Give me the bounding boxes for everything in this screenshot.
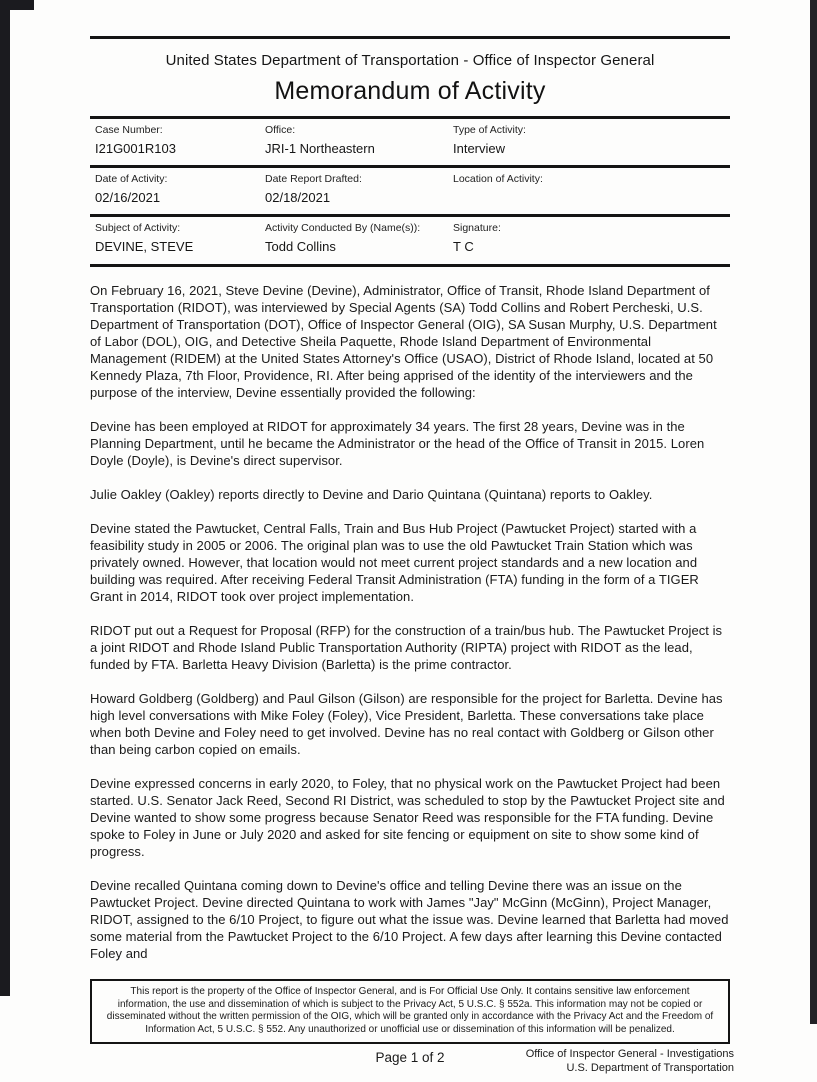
paragraph-3: Julie Oakley (Oakley) reports directly to Devine and Dario Quintana (Quintana) reports to Oakley. — [90, 487, 653, 502]
field-signature — [453, 222, 730, 254]
paragraph-1: On February 16, 2021, Steve Devine (Devine), Administrator, Office of Transit, Rhode Island Department of Transportation (RIDOT), was interviewed by Special Agents (SA) Todd Collins and Robert Percheski, U.S. Department of Transportation (DOT), Office of Inspector General (OIG), SA Susan Murphy, U.S. Department of Labor (DOL), OIG, and Detective Sheila Paquette, Rhode Island Department of Environmental Management (RIDEM) at the United States Attorney's Office (USAO), District of Rhode Island, located at 50 Kennedy Plaza, 7th Floor, Providence, RI. After being apprised of the identity of the interviewers and the purpose of the interview, Devine essentially provided the following: — [90, 283, 717, 400]
field-value: 02/16/2021 — [95, 190, 161, 205]
agency-line: United States Department of Transportation - Office of Inspector General — [165, 52, 655, 69]
field-label: Signature: — [453, 222, 501, 234]
field-label: Type of Activity: — [453, 124, 526, 136]
field-type-of-activity — [453, 124, 730, 156]
field-value: I21G001R103 — [95, 141, 176, 156]
meta-row-1 — [90, 119, 730, 165]
paragraph-4: Devine stated the Pawtucket, Central Falls, Train and Bus Hub Project (Pawtucket Project) started with a feasibility study in 2005 or 2006. The original plan was to use the old Pawtucket Train Station which was privately owned. However, that location would not meet current project standards and a new location and building was required. After receiving Federal Transit Administration (FTA) funding in the form of a TIGER Grant in 2014, RIDOT took over project implementation. — [90, 521, 699, 604]
org-line-2: U.S. Department of Transportation — [566, 1061, 734, 1074]
field-case-number — [95, 124, 265, 156]
field-office — [265, 124, 453, 156]
meta-row-3 — [90, 214, 730, 264]
memo-body — [90, 282, 730, 962]
field-label: Date of Activity: — [95, 173, 168, 185]
page-footer — [90, 1046, 734, 1082]
document-title: Memorandum of Activity — [274, 77, 546, 105]
field-label: Office: — [265, 124, 296, 136]
field-subject-of-activity — [95, 222, 265, 254]
paragraph-5: RIDOT put out a Request for Proposal (RFP) for the construction of a train/bus hub. The Pawtucket Project is a joint RIDOT and Rhode Island Public Transportation Authority (RIPTA) project with RIDOT as the lead, funded by FTA. Barletta Heavy Division (Barletta) is the prime contractor. — [90, 623, 723, 672]
field-activity-conducted-by — [265, 222, 453, 254]
field-value: JRI-1 Northeastern — [265, 141, 375, 156]
org-signature-block — [526, 1048, 734, 1075]
field-value: 02/18/2021 — [265, 190, 331, 205]
scan-edge-top — [0, 0, 34, 10]
paragraph-6: Howard Goldberg (Goldberg) and Paul Gilson (Gilson) are responsible for the project for Barletta. Devine has high level conversations with Mike Foley (Foley), Vice President, Barletta. These conversations take place when both Devine and Foley need to get involved. Devine has no real contact with Goldberg or Gilson other than being carbon copied on emails. — [90, 691, 723, 757]
field-date-report-drafted — [265, 173, 453, 205]
field-value: DEVINE, STEVE — [95, 239, 194, 254]
page-number: Page 1 of 2 — [375, 1050, 445, 1065]
top-rule — [90, 36, 730, 39]
field-label: Case Number: — [95, 124, 163, 136]
paragraph-8: Devine recalled Quintana coming down to Devine's office and telling Devine there was an issue on the Pawtucket Project. Devine directed Quintana to work with James "Jay" McGinn (McGinn), Project Manager, RIDOT, assigned to the 6/10 Project, to figure out what the issue was. Devine learned that Barletta had moved some material from the Pawtucket Project to the 6/10 Project. A few days after learning this Devine contacted Foley and — [90, 878, 729, 961]
case-metadata-table — [90, 116, 730, 267]
meta-row-2 — [90, 165, 730, 214]
paragraph-7: Devine expressed concerns in early 2020, to Foley, that no physical work on the Pawtucket Project had been started. U.S. Senator Jack Reed, Second RI District, was scheduled to stop by the Pawtucket Project site and Devine wanted to show some progress because Senator Reed was responsible for the FTA funding. Devine spoke to Foley in June or July 2020 and asked for site fencing or equipment on site to show some kind of progress. — [90, 776, 725, 859]
scan-edge-right — [810, 0, 817, 1024]
org-line-1: Office of Inspector General - Investigations — [525, 1048, 734, 1060]
official-use-notice: This report is the property of the Office of Inspector General, and is For Official Use Only. It contains sensitive law enforcement information, the use and dissemination of which is subject to the Privacy Act, 5 U.S.C. § 552a. This information may not be copied or disseminated without the written permission of the OIG, which will be granted only in accordance with the Privacy Act and the Freedom of Information Act, 5 U.S.C. § 552. Any unauthorized or unofficial use or dissemination of this information will be penalized. — [90, 979, 730, 1044]
field-value: Interview — [453, 141, 506, 156]
paragraph-2: Devine has been employed at RIDOT for approximately 34 years. The first 28 years, Devine was in the Planning Department, until he became the Administrator or the head of the Office of Transit in 2015. Loren Doyle (Doyle), is Devine's direct supervisor. — [90, 419, 705, 468]
scan-edge-left — [0, 0, 10, 996]
field-location-of-activity — [453, 173, 730, 205]
memorandum-page — [90, 36, 734, 1082]
field-label: Location of Activity: — [453, 173, 543, 185]
signature-initials: T C — [453, 239, 474, 254]
field-value: Todd Collins — [265, 239, 336, 254]
field-label: Activity Conducted By (Name(s)): — [265, 222, 421, 234]
field-label: Subject of Activity: — [95, 222, 181, 234]
field-date-of-activity — [95, 173, 265, 205]
field-label: Date Report Drafted: — [265, 173, 362, 185]
